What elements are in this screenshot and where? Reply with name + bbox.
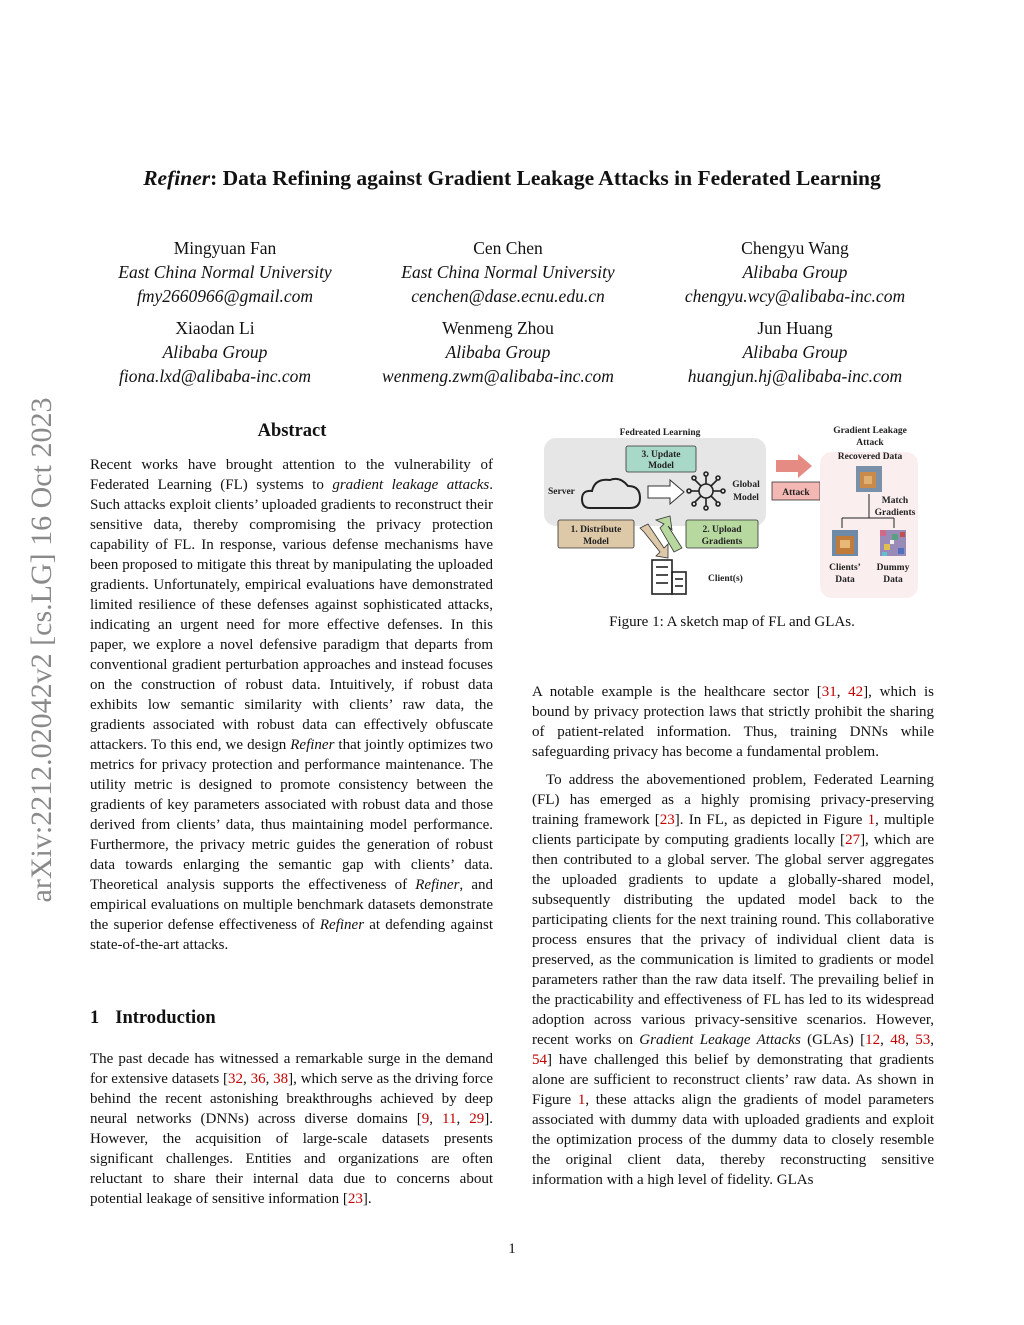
citation-link[interactable]: 42 — [848, 684, 864, 700]
author-email: wenmeng.zwm@alibaba-inc.com — [382, 366, 614, 386]
author-block — [645, 236, 945, 308]
citation-link[interactable]: 9 — [421, 1111, 430, 1127]
citation-link[interactable]: 48 — [890, 1032, 906, 1048]
author-name: Xiaodan Li — [175, 318, 255, 338]
author-email: fmy2660966@gmail.com — [136, 286, 313, 306]
author-affiliation: Alibaba Group — [162, 342, 268, 362]
abstract-heading: Abstract — [257, 421, 327, 441]
server-label: Server — [548, 487, 575, 497]
author-block — [645, 316, 945, 388]
author-block — [75, 236, 375, 308]
citation-link[interactable]: 31 — [821, 684, 837, 700]
clients-label: Client(s) — [708, 574, 743, 584]
author-block — [65, 316, 365, 388]
author-name: Wenmeng Zhou — [442, 318, 554, 338]
abstract-body — [90, 455, 493, 955]
author-block — [358, 236, 658, 308]
author-email: huangjun.hj@alibaba-inc.com — [687, 366, 903, 386]
gla-label: Attack — [856, 438, 884, 448]
figure-caption: Figure 1: A sketch map of FL and GLAs. — [609, 614, 855, 630]
clients-data-label: Clients’ — [829, 563, 861, 573]
author-email: fiona.lxd@alibaba-inc.com — [118, 366, 312, 386]
author-name: Jun Huang — [757, 318, 833, 338]
upload-gradients-label: Gradients — [701, 537, 743, 547]
dummy-data-label: Dummy — [876, 563, 910, 573]
author-affiliation: Alibaba Group — [445, 342, 551, 362]
citation-link[interactable]: 38 — [273, 1071, 289, 1087]
building-icon — [652, 560, 686, 594]
distribute-model-label: Model — [583, 537, 609, 547]
citation-link[interactable]: 29 — [469, 1111, 485, 1127]
intro-left-column — [90, 1049, 493, 1209]
figure-link[interactable]: 1 — [867, 812, 876, 828]
author-affiliation: East China Normal University — [401, 262, 615, 282]
attack-label: Attack — [782, 488, 810, 498]
intro-paragraph: A notable example is the healthcare sector [31, 42], which is bound by privacy protection laws that strictly prohibit the sharing of patient-related information. Thus, training DNNs while safeguarding privacy has become a fundamental problem. — [532, 684, 934, 760]
global-model-label: Global — [732, 480, 760, 490]
author-name: Chengyu Wang — [741, 238, 849, 258]
global-model-label: Model — [733, 493, 759, 503]
gla-label: Gradient Leakage — [833, 426, 907, 436]
author-email: chengyu.wcy@alibaba-inc.com — [684, 286, 906, 306]
author-block — [348, 316, 648, 388]
author-name: Mingyuan Fan — [173, 238, 277, 258]
author-affiliation: Alibaba Group — [742, 262, 848, 282]
red-arrow-icon — [776, 454, 812, 478]
dummy-data-label: Data — [883, 575, 903, 585]
paper-title: Refiner: Data Refining against Gradient Leakage Attacks in Federated Learning — [143, 166, 881, 190]
update-model-label: Model — [648, 461, 674, 471]
dummy-data-image — [880, 530, 906, 556]
citation-link[interactable]: 12 — [865, 1032, 881, 1048]
author-affiliation: Alibaba Group — [742, 342, 848, 362]
figure-link[interactable]: 1 — [577, 1092, 586, 1108]
clients-data-label: Data — [835, 575, 855, 585]
match-gradients-label: Gradients — [874, 508, 916, 518]
intro-paragraph: The past decade has witnessed a remarkable surge in the demand for extensive datasets [32, 36, 38], which serve as the driving force behind the recent astonishing breakthroughs achieved by deep neural networks (DNNs) across diverse domains [9, 11, 29]. However, the acquisition of large-scale datasets presents significant challenges. Entities and organizations are often reluctant to share their internal data due to concerns about potential leakage of sensitive information [23]. — [90, 1051, 493, 1207]
author-email: cenchen@dase.ecnu.edu.cn — [411, 286, 605, 306]
citation-link[interactable]: 11 — [442, 1111, 457, 1127]
citation-link[interactable]: 36 — [250, 1071, 266, 1087]
fl-label: Fedreated Learning — [619, 428, 701, 438]
intro-right-column — [532, 682, 934, 1190]
clients-data-image — [832, 530, 858, 556]
citation-link[interactable]: 53 — [915, 1032, 931, 1048]
upload-gradients-label: 2. Upload — [702, 525, 742, 535]
citation-link[interactable]: 32 — [228, 1071, 244, 1087]
distribute-model-label: 1. Distribute — [570, 525, 622, 535]
intro-paragraph: To address the abovementioned problem, Federated Learning (FL) has emerged as a highly promising privacy-preserving training framework [23]. In FL, as depicted in Figure 1, multiple clients participate by computing gradients locally [27], which are then contributed to a global server. The global server aggregates the uploaded gradients to update a globally-shared model, subsequently distributing the updated model back to the participating clients for the next training round. This collaborative process ensures that the privacy of individual client data is preserved, as the communication is limited to gradients or model parameters rather than the raw data itself. The prevailing belief in the practicability and effectiveness of FL has led to its widespread adoption across various privacy-sensitive scenarios. However, recent works on Gradient Leakage Attacks (GLAs) [12, 48, 53, 54] have challenged this belief by demonstrating that gradients alone are sufficient to reconstruct clients’ raw data. As shown in Figure 1, these attacks align the gradients of model parameters associated with dummy data with uploaded gradients and exploit the optimization process of the dummy data to closely resemble the original client data, thereby reconstructing sensitive information with a high level of fidelity. GLAs — [532, 772, 935, 1188]
citation-link[interactable]: 23 — [347, 1191, 363, 1207]
abstract-paragraph: Recent works have brought attention to the vulnerability of Federated Learning (FL) systems to gradient leakage attacks. Such attacks exploit clients’ uploaded gradients to reconstruct their sensitive data, thereby compromising the privacy protection capability of FL. In response, various defense mechanisms have been proposed to mitigate this threat by manipulating the uploaded gradients. Unfortunately, empirical evaluations have demonstrated limited resilience of these defenses against sophisticated attacks, indicating an urgent need for more effective defenses. In this paper, we explore a novel defensive paradigm that departs from conventional gradient perturbation approaches and instead focuses on the construction of robust data. Intuitively, if robust data exhibits low semantic similarity with clients’ raw data, the gradients associated with robust data can effectively obfuscate attackers. To this end, we design Refiner that jointly optimizes two metrics for privacy protection and performance maintenance. The utility metric is designed to promote consistency between the gradients of key parameters associated with robust data and those derived from clients’ data, thus maintaining model performance. Furthermore, the privacy metric guides the generation of robust data towards enlarging the semantic gap with clients’ data. Theoretical analysis supports the effectiveness of Refiner, and empirical evaluations on multiple benchmark datasets demonstrate the superior defense effectiveness of Refiner at defending against state-of-the-art attacks. — [90, 457, 493, 953]
citation-link[interactable]: 54 — [532, 1052, 547, 1068]
author-affiliation: East China Normal University — [118, 262, 332, 282]
citation-link[interactable]: 23 — [659, 812, 675, 828]
figure-1 — [540, 420, 930, 605]
recovered-data-label: Recovered Data — [837, 452, 903, 462]
recovered-image — [856, 466, 882, 492]
author-name: Cen Chen — [473, 238, 543, 258]
arxiv-stamp: arXiv:2212.02042v2 [cs.LG] 16 Oct 2023 — [25, 397, 58, 903]
match-gradients-label: Match — [881, 496, 909, 506]
figure-1-diagram — [540, 420, 930, 605]
citation-link[interactable]: 27 — [845, 832, 861, 848]
update-model-label: 3. Update — [641, 450, 681, 460]
section-heading: 1 Introduction — [90, 1008, 216, 1028]
page-number: 1 — [508, 1241, 516, 1257]
